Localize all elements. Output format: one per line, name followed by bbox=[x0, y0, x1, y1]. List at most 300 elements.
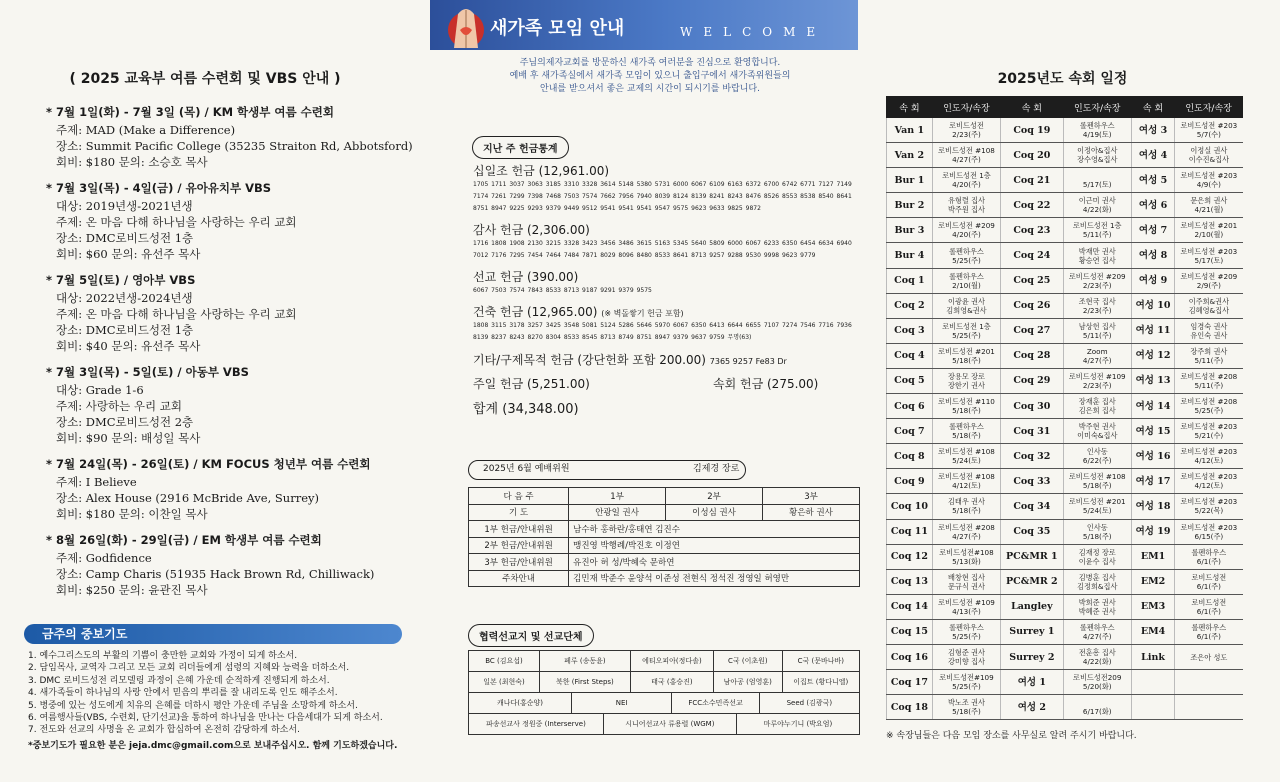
schedule-group: 여성 5 bbox=[1131, 168, 1174, 193]
schedule-host: 로비드성전 #108 5/18(주) bbox=[1063, 469, 1131, 494]
schedule-row bbox=[887, 695, 1243, 720]
event-detail: 대상: 2022년생-2024년생 bbox=[56, 291, 193, 305]
schedule-host: 이주희&권사 김혜영&집사 bbox=[1175, 293, 1243, 318]
schedule-host: 로비드성전 #203 5/17(토) bbox=[1175, 243, 1243, 268]
schedule-group: Coq 7 bbox=[887, 419, 933, 444]
serve-row bbox=[469, 537, 860, 554]
schedule-group: 여성 13 bbox=[1131, 368, 1174, 393]
event-detail: 회비: $180 문의: 이찬일 목사 bbox=[56, 507, 208, 521]
serve-header-cell: 1부 bbox=[569, 488, 666, 505]
event-detail: 장소: DMC로비드성전 2층 bbox=[56, 415, 194, 429]
partner-row bbox=[469, 693, 860, 714]
schedule-group: Van 2 bbox=[887, 143, 933, 168]
schedule-group: 여성 1 bbox=[1001, 670, 1063, 695]
serve-wide-cell: 유진아 허 성/박혜숙 문하연 bbox=[569, 554, 860, 571]
event-heading: * 7월 1일(화) - 7월 3일 (목) / KM 학생부 여름 수련회 bbox=[46, 105, 334, 119]
schedule-group: PC&MR 1 bbox=[1001, 544, 1063, 569]
partner-title: 협력선교지 및 선교단체 bbox=[468, 624, 594, 647]
thanks-numbers: 1716 1808 1908 2130 3215 3328 3423 3456 3486 3615 5163 5345 5640 5809 6000 6067 6233 6350 6454 6634 6940 7012 7176 7295 7454 7464 7484 7871 8029 8096 8480 8533 8641 8713 9257 9288 9530 9998 9623 9779 bbox=[473, 240, 852, 259]
partner-table bbox=[468, 650, 860, 735]
schedule-group: 여성 9 bbox=[1131, 268, 1174, 293]
schedule-host: 로비드성전#108 5/13(화) bbox=[932, 544, 1000, 569]
schedule-host: 로비드성전 #108 5/24(토) bbox=[932, 444, 1000, 469]
worship-title: 2025년 6월 예배위원 bbox=[483, 464, 570, 474]
serve-header-cell: 다 음 주 bbox=[469, 488, 569, 505]
schedule-group: Surrey 2 bbox=[1001, 644, 1063, 669]
event-item bbox=[46, 272, 416, 354]
event-detail: 장소: Camp Charis (51935 Hack Brown Rd, Chilliwack) bbox=[56, 567, 375, 581]
schedule-group: Coq 5 bbox=[887, 368, 933, 393]
event-detail: 주제: 온 마음 다해 하나님을 사랑하는 우리 교회 bbox=[56, 307, 297, 321]
schedule-group: Coq 27 bbox=[1001, 318, 1063, 343]
event-detail: 주제: MAD (Make a Difference) bbox=[56, 123, 236, 137]
schedule-group: EM2 bbox=[1131, 569, 1174, 594]
partner-cell: 이집트 (황다니엘) bbox=[782, 672, 859, 693]
tithe-label: 십일조 헌금 (12,961.00) bbox=[473, 164, 610, 178]
partner-cell: 시니어선교사 류용렬 (WGM) bbox=[603, 714, 736, 735]
welcome-line: 주님의제자교회를 방문하신 새가족 여러분을 진심으로 환영합니다. bbox=[519, 58, 781, 68]
schedule-host: 이광윤 권사 김희영&권사 bbox=[932, 293, 1000, 318]
event-heading: * 7월 24일(목) - 26일(토) / KM FOCUS 청년부 여름 수련회 bbox=[46, 457, 371, 471]
prayer-note: *중보기도가 필요한 분은 jeja.dmc@gmail.com으로 보내주십시오. 함께 기도하겠습니다. bbox=[28, 740, 398, 751]
banner-title: 새가족 모임 안내 bbox=[490, 18, 625, 39]
schedule-group: 여성 16 bbox=[1131, 444, 1174, 469]
schedule-group: 여성 18 bbox=[1131, 494, 1174, 519]
schedule-host: 로비드성전 #203 6/15(주) bbox=[1175, 519, 1243, 544]
serve-header-row bbox=[469, 488, 860, 505]
schedule-column bbox=[880, 0, 1280, 782]
schedule-host: 롤펜하우스 2/10(월) bbox=[932, 268, 1000, 293]
partner-cell: NEI bbox=[571, 693, 671, 714]
serve-row bbox=[469, 570, 860, 587]
other-numbers: 7365 9257 Fe83 Dr bbox=[709, 357, 787, 366]
schedule-group: 여성 7 bbox=[1131, 218, 1174, 243]
schedule-group: Coq 23 bbox=[1001, 218, 1063, 243]
schedule-group: Coq 35 bbox=[1001, 519, 1063, 544]
schedule-group: Coq 16 bbox=[887, 644, 933, 669]
schedule-group: 여성 14 bbox=[1131, 394, 1174, 419]
event-detail: 주제: I Believe bbox=[56, 475, 137, 489]
partner-cell: 파송선교사 정원중 (Interserve) bbox=[469, 714, 604, 735]
schedule-group: Coq 11 bbox=[887, 519, 933, 544]
schedule-row bbox=[887, 343, 1243, 368]
schedule-host: 로비드성전#109 5/25(주) bbox=[932, 670, 1000, 695]
schedule-group: Bur 4 bbox=[887, 243, 933, 268]
prayer-item: 3. DMC 로비드성전 리모델링 과정이 은혜 가운데 순적하게 진행되게 하소서. bbox=[28, 675, 330, 686]
schedule-group: Coq 34 bbox=[1001, 494, 1063, 519]
serve-label: 2부 헌금/안내위원 bbox=[469, 537, 569, 554]
schedule-row bbox=[887, 394, 1243, 419]
partner-cell: 일본 (최현숙) bbox=[469, 672, 540, 693]
event-item bbox=[46, 532, 416, 598]
schedule-group: Coq 17 bbox=[887, 670, 933, 695]
schedule-group: Coq 31 bbox=[1001, 419, 1063, 444]
schedule-group: Coq 20 bbox=[1001, 143, 1063, 168]
schedule-group: Coq 19 bbox=[1001, 118, 1063, 143]
schedule-row bbox=[887, 293, 1243, 318]
serve-row bbox=[469, 554, 860, 571]
schedule-host: 로비드성전 6/1(주) bbox=[1175, 569, 1243, 594]
schedule-header-row bbox=[887, 97, 1243, 118]
event-detail: 회비: $250 문의: 윤관진 목사 bbox=[56, 583, 208, 597]
schedule-host: 로비드성전 #209 4/20(주) bbox=[932, 218, 1000, 243]
schedule-host: 롤펜하우스 5/25(주) bbox=[932, 619, 1000, 644]
serve-cell: 이성심 권사 bbox=[666, 504, 763, 521]
schedule-host: 이정실 권사 이수진&집사 bbox=[1175, 143, 1243, 168]
schedule-row bbox=[887, 544, 1243, 569]
event-item bbox=[46, 456, 416, 522]
welcome-line: 예배 후 새가족실에서 새가족 모임이 있으니 출입구에서 새가족위원들의 bbox=[509, 71, 791, 81]
serve-header-cell: 3부 bbox=[763, 488, 860, 505]
serve-header-cell: 2부 bbox=[666, 488, 763, 505]
schedule-host: 로비드성전 #201 2/10(월) bbox=[1175, 218, 1243, 243]
partner-cell: 에티오피아(정다솔) bbox=[630, 651, 713, 672]
schedule-group bbox=[1131, 670, 1174, 695]
schedule-group: 여성 12 bbox=[1131, 343, 1174, 368]
schedule-group: Coq 8 bbox=[887, 444, 933, 469]
schedule-host: 임경숙 권사 유인숙 권사 bbox=[1175, 318, 1243, 343]
schedule-group: Coq 22 bbox=[1001, 193, 1063, 218]
event-detail: 장소: Alex House (2916 McBride Ave, Surrey) bbox=[56, 491, 319, 505]
schedule-host: 로비드성전 #203 4/12(토) bbox=[1175, 444, 1243, 469]
partner-cell: FCC소수민족선교 bbox=[672, 693, 759, 714]
schedule-host: 박재만 권사 황승연 집사 bbox=[1063, 243, 1131, 268]
schedule-host: 전훈흥 집사 4/22(화) bbox=[1063, 644, 1131, 669]
partner-cell: C국 (문바나바) bbox=[782, 651, 859, 672]
schedule-host: 김태우 권사 5/18(주) bbox=[932, 494, 1000, 519]
schedule-header-cell: 인도자/속장 bbox=[1063, 97, 1131, 118]
schedule-host: 로비드성전 #203 5/22(목) bbox=[1175, 494, 1243, 519]
schedule-group: Coq 30 bbox=[1001, 394, 1063, 419]
schedule-row bbox=[887, 368, 1243, 393]
banner-welcome: WELCOME bbox=[680, 25, 827, 39]
schedule-host: 롤펜하우스 4/19(토) bbox=[1063, 118, 1131, 143]
schedule-host: 남상헌 집사 5/11(주) bbox=[1063, 318, 1131, 343]
serve-cell: 황은하 권사 bbox=[763, 504, 860, 521]
serve-label: 주차안내 bbox=[469, 570, 569, 587]
tithe-numbers: 1705 1711 3037 3063 3185 3310 3328 3614 5148 5380 5731 6000 6067 6109 6163 6372 6700 6742 6771 7127 7149 7174 7261 7299 7398 7468 7503 7574 7662 7956 7940 8039 8124 8139 8241 8243 8476 8526 8553 8538 8540 8641 8751 8947 9225 9293 9379 9449 9512 9541 9541 9541 9547 9575 9623 9633 9825 9872 bbox=[473, 181, 852, 212]
partner-cell: C국 (이초원) bbox=[713, 651, 782, 672]
schedule-row bbox=[887, 419, 1243, 444]
event-detail: 대상: 2019년생-2021년생 bbox=[56, 199, 193, 213]
schedule-host: 유형렬 집사 박주원 집사 bbox=[932, 193, 1000, 218]
other-label: 기타/구제목적 헌금 (강단헌화 포함 200.00) bbox=[473, 353, 706, 367]
schedule-header-cell: 속 회 bbox=[1131, 97, 1174, 118]
partner-cell: 페루 (송동윤) bbox=[540, 651, 631, 672]
serve-row bbox=[469, 521, 860, 538]
schedule-group: Link bbox=[1131, 644, 1174, 669]
schedule-group: Coq 18 bbox=[887, 695, 933, 720]
schedule-group: 여성 17 bbox=[1131, 469, 1174, 494]
worship-leader: 김제경 장로 bbox=[693, 464, 740, 474]
schedule-row bbox=[887, 218, 1243, 243]
schedule-group: Coq 6 bbox=[887, 394, 933, 419]
schedule-group: Coq 25 bbox=[1001, 268, 1063, 293]
mission-label: 선교 헌금 (390.00) bbox=[473, 270, 579, 284]
event-item bbox=[46, 180, 416, 262]
partner-cell: 북한 (First Steps) bbox=[540, 672, 631, 693]
schedule-group: 여성 11 bbox=[1131, 318, 1174, 343]
event-detail: 장소: Summit Pacific College (35235 Straiton Rd, Abbotsford) bbox=[56, 139, 413, 153]
schedule-group: 여성 3 bbox=[1131, 118, 1174, 143]
schedule-host: 문은희 권사 4/21(월) bbox=[1175, 193, 1243, 218]
schedule-group: Coq 13 bbox=[887, 569, 933, 594]
event-detail: 회비: $180 문의: 소승호 목사 bbox=[56, 155, 208, 169]
schedule-row bbox=[887, 670, 1243, 695]
schedule-group: Coq 2 bbox=[887, 293, 933, 318]
schedule-group: Coq 24 bbox=[1001, 243, 1063, 268]
building-numbers: 1808 3115 3178 3257 3425 3548 5081 5124 5286 5646 5970 6067 6350 6413 6644 6655 7107 7274 7546 7716 7936 8139 8237 8243 8270 8304 8533 8545 8713 8749 8751 8947 9379 9637 9759 무명(63) bbox=[473, 322, 852, 341]
schedule-row bbox=[887, 193, 1243, 218]
event-item bbox=[46, 364, 416, 446]
schedule-host: 배창현 집사 문규식 권사 bbox=[932, 569, 1000, 594]
schedule-group: Coq 15 bbox=[887, 619, 933, 644]
schedule-group: Coq 28 bbox=[1001, 343, 1063, 368]
schedule-group: Coq 29 bbox=[1001, 368, 1063, 393]
schedule-host: 로비드성전209 5/20(화) bbox=[1063, 670, 1131, 695]
schedule-title: 2025년도 속회 일정 bbox=[997, 71, 1128, 87]
schedule-host: 인사동 6/22(주) bbox=[1063, 444, 1131, 469]
schedule-host: 롤펜하우스 4/27(주) bbox=[1063, 619, 1131, 644]
schedule-group: Coq 3 bbox=[887, 318, 933, 343]
schedule-row bbox=[887, 243, 1243, 268]
schedule-group: Van 1 bbox=[887, 118, 933, 143]
schedule-host: 로비드성전 #203 4/9(수) bbox=[1175, 168, 1243, 193]
schedule-group: Coq 4 bbox=[887, 343, 933, 368]
schedule-host: 이정아&집사 장수영&집사 bbox=[1063, 143, 1131, 168]
schedule-group: 여성 19 bbox=[1131, 519, 1174, 544]
schedule-header-cell: 속 회 bbox=[1001, 97, 1063, 118]
event-heading: * 8월 26일(화) - 29일(금) / EM 학생부 여름 수련회 bbox=[46, 533, 322, 547]
event-heading: * 7월 3일(목) - 5일(토) / 아동부 VBS bbox=[46, 365, 249, 379]
schedule-host: 롤펜하우스 6/1(주) bbox=[1175, 544, 1243, 569]
welcome-line: 안내를 받으셔서 좋은 교제의 시간이 되시기를 바랍니다. bbox=[540, 84, 760, 94]
praying-hands-icon bbox=[440, 0, 492, 48]
schedule-host: 로비드성전 1층 5/11(주) bbox=[1063, 218, 1131, 243]
partner-cell: 남아공 (엄영훈) bbox=[713, 672, 782, 693]
schedule-host: 로비드성전 #209 2/9(주) bbox=[1175, 268, 1243, 293]
schedule-host: 로비드성전 2/23(주) bbox=[932, 118, 1000, 143]
schedule-host: 조은아 성도 bbox=[1175, 644, 1243, 669]
schedule-header-cell: 인도자/속장 bbox=[932, 97, 1000, 118]
schedule-group: EM3 bbox=[1131, 594, 1174, 619]
schedule-host: 로비드성전 #209 2/23(주) bbox=[1063, 268, 1131, 293]
schedule-group: Coq 9 bbox=[887, 469, 933, 494]
event-heading: * 7월 5일(토) / 영아부 VBS bbox=[46, 273, 196, 287]
serve-wide-cell: 맹진영 박행례/박진호 이정연 bbox=[569, 537, 860, 554]
schedule-host: 로비드성전 #109 2/23(주) bbox=[1063, 368, 1131, 393]
schedule-host: 로비드성전 #208 5/25(주) bbox=[1175, 394, 1243, 419]
schedule-host: 장주희 권사 5/11(주) bbox=[1175, 343, 1243, 368]
schedule-host: 로비드성전 #208 4/27(주) bbox=[932, 519, 1000, 544]
schedule-host: 로비드성전 #208 5/11(주) bbox=[1175, 368, 1243, 393]
schedule-group: Coq 33 bbox=[1001, 469, 1063, 494]
building-label: 건축 헌금 (12,965.00) bbox=[473, 305, 598, 319]
schedule-host: Zoom 4/27(주) bbox=[1063, 343, 1131, 368]
event-detail: 장소: DMC로비드성전 1층 bbox=[56, 323, 194, 337]
prayer-item: 2. 담임목사, 교역자 그리고 모든 교회 리더들에게 섬령의 지혜와 능력을 더하소서. bbox=[28, 663, 350, 674]
event-detail: 장소: DMC로비드성전 1층 bbox=[56, 231, 194, 245]
thanks-label: 감사 헌금 (2,306.00) bbox=[473, 223, 590, 237]
schedule-group: 여성 6 bbox=[1131, 193, 1174, 218]
schedule-group: Coq 14 bbox=[887, 594, 933, 619]
schedule-host: 로비드성전 #203 5/21(수) bbox=[1175, 419, 1243, 444]
prayer-item: 1. 예수그리스도의 부활의 기쁨이 충만한 교회와 가정이 되게 하소서. bbox=[28, 651, 298, 661]
serve-label: 1부 헌금/안내위원 bbox=[469, 521, 569, 538]
partner-cell: 캐나다(홍순양) bbox=[469, 693, 572, 714]
event-heading: * 7월 3일(목) - 4일(금) / 유아유치부 VBS bbox=[46, 181, 272, 195]
schedule-group: Surrey 1 bbox=[1001, 619, 1063, 644]
schedule-host: 로비드성전 #110 5/18(주) bbox=[932, 394, 1000, 419]
building-note: (※ 벽돌쌓기 헌금 포함) bbox=[601, 309, 684, 318]
serve-label: 3부 헌금/안내위원 bbox=[469, 554, 569, 571]
schedule-group: EM1 bbox=[1131, 544, 1174, 569]
schedule-group: 여성 8 bbox=[1131, 243, 1174, 268]
schedule-host: 로비드성전 6/1(주) bbox=[1175, 594, 1243, 619]
sunday-label: 주일 헌금 (5,251.00) bbox=[473, 377, 590, 391]
schedule-host bbox=[1175, 695, 1243, 720]
schedule-group: 여성 4 bbox=[1131, 143, 1174, 168]
partner-row bbox=[469, 651, 860, 672]
retreat-column bbox=[0, 0, 420, 782]
partner-cell: BC (김요섭) bbox=[469, 651, 540, 672]
offering-stats bbox=[473, 160, 868, 417]
schedule-group: EM4 bbox=[1131, 619, 1174, 644]
schedule-header-cell: 속 회 bbox=[887, 97, 933, 118]
schedule-group: Bur 3 bbox=[887, 218, 933, 243]
schedule-host: 장재훈 집사 김은희 집사 bbox=[1063, 394, 1131, 419]
schedule-group: Coq 26 bbox=[1001, 293, 1063, 318]
schedule-host: 인사동 5/18(주) bbox=[1063, 519, 1131, 544]
schedule-host: 박희준 권사 박혜준 권사 bbox=[1063, 594, 1131, 619]
schedule-table bbox=[886, 96, 1243, 720]
event-detail: 회비: $90 문의: 배성일 목사 bbox=[56, 431, 201, 445]
mission-numbers: 6067 7503 7574 7843 8533 8713 9187 9291 9379 9575 bbox=[473, 287, 652, 294]
schedule-host: 로비드성전 #201 5/18(주) bbox=[932, 343, 1000, 368]
event-item bbox=[46, 104, 416, 170]
schedule-host: 롤펜하우스 5/18(주) bbox=[932, 419, 1000, 444]
partner-cell: 태국 (홍승진) bbox=[630, 672, 713, 693]
schedule-row bbox=[887, 318, 1243, 343]
schedule-header-cell: 인도자/속장 bbox=[1175, 97, 1243, 118]
schedule-group: Coq 1 bbox=[887, 268, 933, 293]
prayer-list bbox=[28, 650, 413, 752]
schedule-row bbox=[887, 469, 1243, 494]
schedule-row bbox=[887, 168, 1243, 193]
schedule-group: Bur 1 bbox=[887, 168, 933, 193]
schedule-group: Bur 2 bbox=[887, 193, 933, 218]
schedule-host: 6/17(화) bbox=[1063, 695, 1131, 720]
event-detail: 주제: 온 마음 다해 하나님을 사랑하는 우리 교회 bbox=[56, 215, 297, 229]
schedule-group: 여성 2 bbox=[1001, 695, 1063, 720]
schedule-host: 박주현 권사 이미숙&집사 bbox=[1063, 419, 1131, 444]
schedule-row bbox=[887, 644, 1243, 669]
welcome-text bbox=[470, 57, 830, 96]
schedule-host: 장용모 장로 장한기 권사 bbox=[932, 368, 1000, 393]
schedule-host: 박노조 권사 5/18(주) bbox=[932, 695, 1000, 720]
schedule-host: 롤펜하우스 5/25(주) bbox=[932, 243, 1000, 268]
event-detail: 주제: Godfidence bbox=[56, 551, 152, 565]
schedule-row bbox=[887, 118, 1243, 143]
schedule-group: Coq 10 bbox=[887, 494, 933, 519]
schedule-group: 여성 10 bbox=[1131, 293, 1174, 318]
schedule-host: 로비드성전 #109 4/13(주) bbox=[932, 594, 1000, 619]
prayer-item: 5. 병중에 있는 성도에게 치유의 은혜를 더하시 평안 가운데 주님을 소망하게 하소서. bbox=[28, 700, 358, 711]
schedule-row bbox=[887, 143, 1243, 168]
schedule-host: 김재정 장로 이윤수 집사 bbox=[1063, 544, 1131, 569]
offering-title: 지난 주 헌금통계 bbox=[472, 136, 569, 159]
schedule-host: 로비드성전 #203 4/12(토) bbox=[1175, 469, 1243, 494]
schedule-host: 로비드성전 #203 5/7(수) bbox=[1175, 118, 1243, 143]
schedule-note: ※ 속장님들은 다음 모임 장소를 사무실로 알려 주시기 바랍니다. bbox=[886, 731, 1137, 741]
schedule-host: 로비드성전 #108 4/27(주) bbox=[932, 143, 1000, 168]
schedule-row bbox=[887, 519, 1243, 544]
partner-cell: Seed (김광국) bbox=[759, 693, 859, 714]
schedule-group: Langley bbox=[1001, 594, 1063, 619]
schedule-group bbox=[1131, 695, 1174, 720]
schedule-group: Coq 12 bbox=[887, 544, 933, 569]
schedule-host: 김병훈 집사 김정희&집사 bbox=[1063, 569, 1131, 594]
schedule-host: 로비드성전 #108 4/12(토) bbox=[932, 469, 1000, 494]
retreat-title: ( 2025 교육부 여름 수련회 및 VBS 안내 ) bbox=[69, 71, 341, 87]
sunday-district-row bbox=[473, 375, 868, 391]
prayer-title: 금주의 중보기도 bbox=[24, 624, 402, 644]
prayer-item: 7. 전도와 선교의 사명을 온 교회가 합심하여 온전히 감당하게 하소서. bbox=[28, 725, 300, 736]
worship-title-pill bbox=[468, 460, 746, 480]
schedule-row bbox=[887, 594, 1243, 619]
partner-row bbox=[469, 714, 860, 735]
building-offering bbox=[473, 303, 868, 320]
event-detail: 회비: $60 문의: 유선주 목사 bbox=[56, 247, 201, 261]
schedule-row bbox=[887, 569, 1243, 594]
serve-label: 기 도 bbox=[469, 504, 569, 521]
schedule-row bbox=[887, 444, 1243, 469]
schedule-group: Coq 21 bbox=[1001, 168, 1063, 193]
serve-cell: 안광일 권사 bbox=[569, 504, 666, 521]
schedule-host: 조현국 집사 2/23(주) bbox=[1063, 293, 1131, 318]
schedule-host bbox=[1175, 670, 1243, 695]
schedule-host: 로비드성전 1층 4/20(주) bbox=[932, 168, 1000, 193]
partner-row bbox=[469, 672, 860, 693]
schedule-host: 김형준 권사 강미향 집사 bbox=[932, 644, 1000, 669]
schedule-host: 로비드성전 #201 5/24(토) bbox=[1063, 494, 1131, 519]
prayer-item: 4. 새가족들이 하나님의 사랑 안에서 믿음의 뿌리를 잘 내리도록 인도 해주소서. bbox=[28, 688, 338, 699]
serve-table bbox=[468, 487, 860, 587]
event-detail: 회비: $40 문의: 유선주 목사 bbox=[56, 339, 201, 353]
schedule-host: 롤펜하우스 6/1(주) bbox=[1175, 619, 1243, 644]
partner-cell: 마루야누기니 (박요엄) bbox=[736, 714, 859, 735]
schedule-group: Coq 32 bbox=[1001, 444, 1063, 469]
schedule-group: 여성 15 bbox=[1131, 419, 1174, 444]
schedule-host: 5/17(토) bbox=[1063, 168, 1131, 193]
schedule-row bbox=[887, 268, 1243, 293]
serve-row bbox=[469, 504, 860, 521]
district-label: 속회 헌금 (275.00) bbox=[713, 377, 819, 391]
schedule-row bbox=[887, 619, 1243, 644]
newcomer-column bbox=[430, 0, 870, 782]
event-list bbox=[46, 104, 416, 608]
total-label: 합계 (34,348.00) bbox=[473, 402, 579, 417]
schedule-group: PC&MR 2 bbox=[1001, 569, 1063, 594]
welcome-banner bbox=[430, 0, 858, 50]
other-offering bbox=[473, 351, 868, 368]
event-detail: 주제: 사랑하는 우리 교회 bbox=[56, 399, 182, 413]
schedule-host: 이근미 권사 4/22(화) bbox=[1063, 193, 1131, 218]
serve-wide-cell: 남수하 홍하란/홍태연 김진수 bbox=[569, 521, 860, 538]
schedule-row bbox=[887, 494, 1243, 519]
prayer-item: 6. 여름행사들(VBS, 수련회, 단기선교)을 통하여 하나님을 만나는 다음세대가 되게 하소서. bbox=[28, 713, 383, 724]
event-detail: 대상: Grade 1-6 bbox=[56, 383, 144, 397]
